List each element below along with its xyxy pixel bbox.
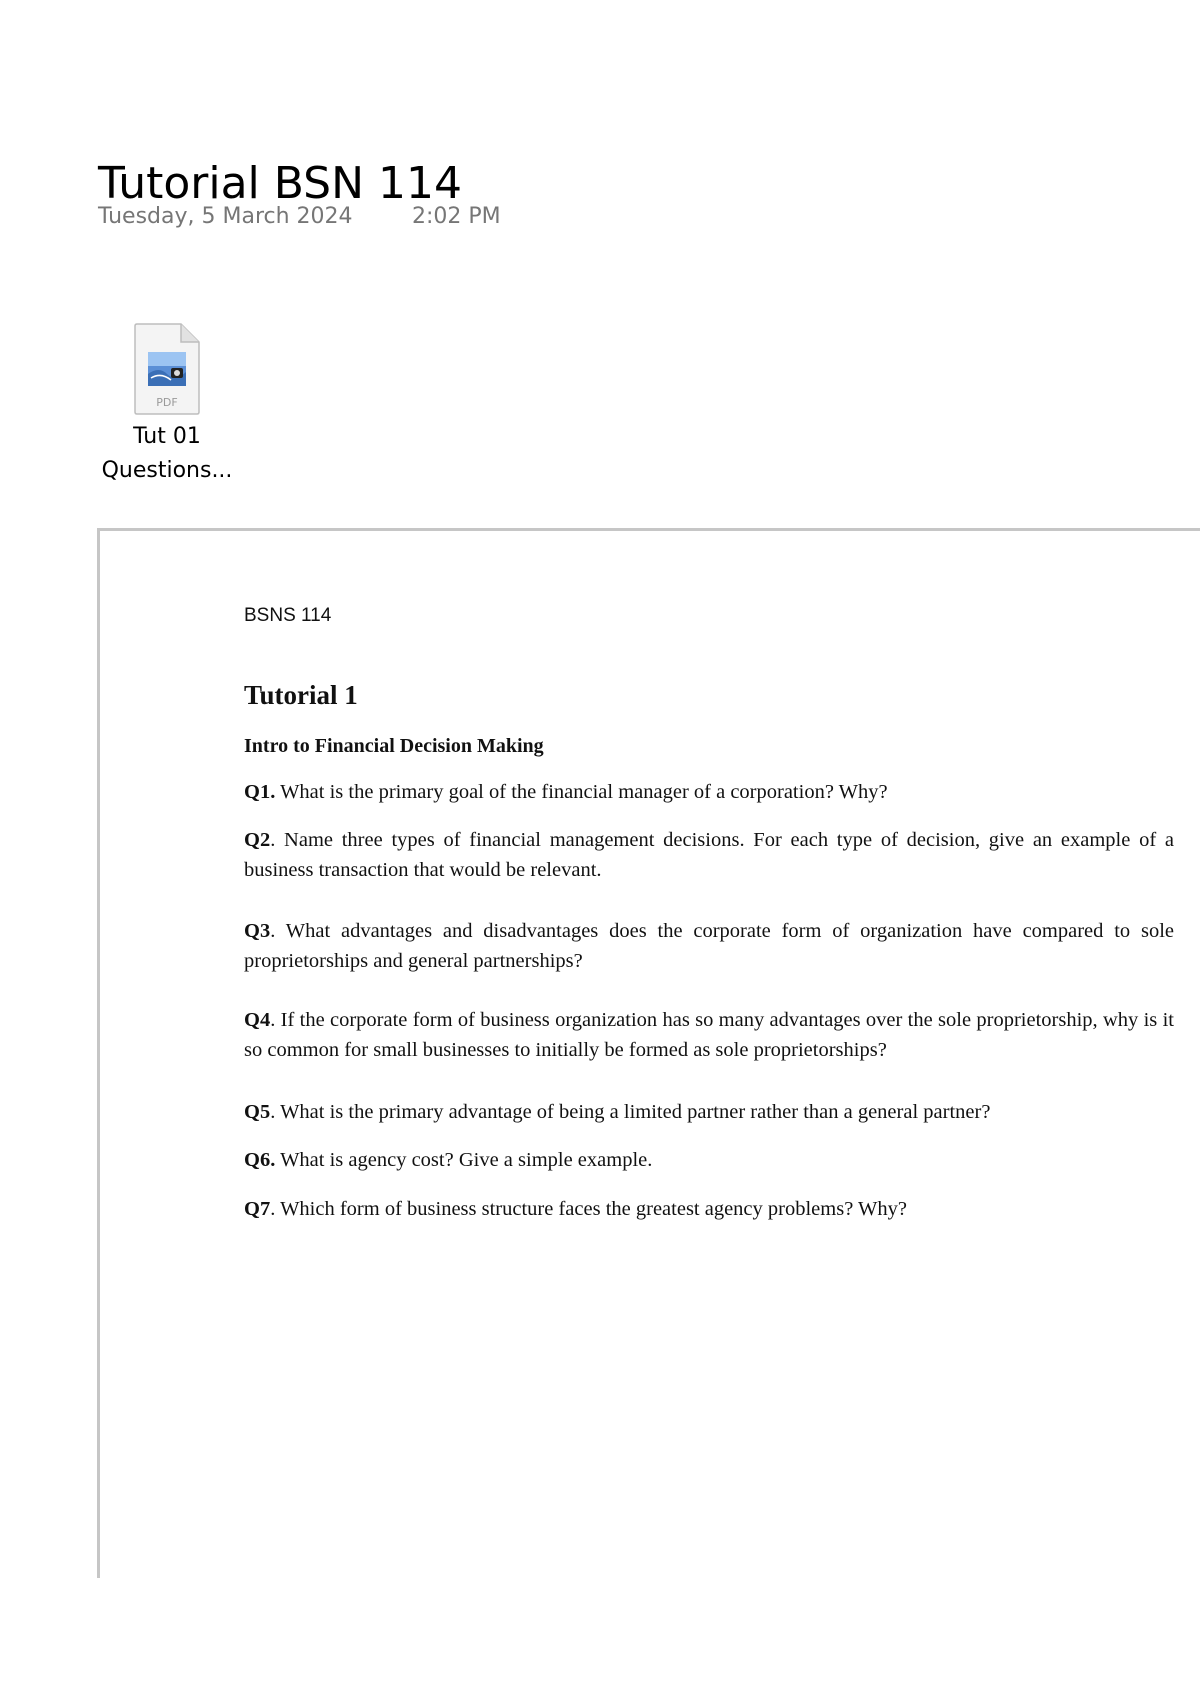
question-label: Q3 — [244, 920, 271, 942]
question-5 — [244, 1097, 1174, 1127]
question-text: . Which form of business structure faces the greatest agency problems? Why? — [270, 1198, 908, 1220]
question-label: Q2 — [244, 829, 271, 851]
question-text: What is the primary goal of the financial manager of a corporation? Why? — [275, 781, 888, 803]
question-text: What is agency cost? Give a simple example. — [275, 1149, 653, 1171]
pdf-file-icon — [131, 322, 203, 416]
tutorial-subtitle: Intro to Financial Decision Making — [244, 735, 544, 757]
question-text: . If the corporate form of business organization has so many advantages over the sole proprietorship, why is it so common for small businesses to initially be formed as sole proprietorships? — [244, 1009, 1174, 1061]
question-label: Q1. — [244, 781, 276, 803]
pdf-icon-label: PDF — [156, 396, 178, 409]
question-text: . What is the primary advantage of being a limited partner rather than a general partner? — [270, 1101, 991, 1123]
question-label: Q4 — [244, 1009, 271, 1031]
question-2 — [244, 825, 1174, 885]
question-label: Q5 — [244, 1101, 271, 1123]
page-time: 2:02 PM — [412, 204, 501, 229]
question-4 — [244, 1005, 1174, 1065]
question-7 — [244, 1194, 1174, 1224]
question-text: . Name three types of financial management decisions. For each type of decision, give an example of a business transaction that would be relevant. — [244, 829, 1174, 881]
question-6 — [244, 1145, 1174, 1175]
pdf-printout — [97, 528, 1200, 1578]
question-3 — [244, 916, 1174, 976]
page-date: Tuesday, 5 March 2024 — [98, 204, 353, 229]
question-1 — [244, 777, 1174, 807]
question-label: Q7 — [244, 1198, 271, 1220]
pdf-attachment[interactable] — [92, 322, 242, 488]
course-code: BSNS 114 — [244, 605, 332, 626]
attachment-name — [92, 420, 242, 488]
tutorial-title: Tutorial 1 — [244, 680, 358, 710]
page-title[interactable]: Tutorial BSN 114 — [98, 158, 462, 210]
attachment-name-line1: Tut 01 — [133, 424, 201, 449]
question-label: Q6. — [244, 1149, 276, 1171]
question-text: . What advantages and disadvantages does the corporate form of organization have compared to sole proprietorships and general partnerships? — [244, 920, 1174, 972]
attachment-name-line2: Questions... — [101, 458, 233, 483]
